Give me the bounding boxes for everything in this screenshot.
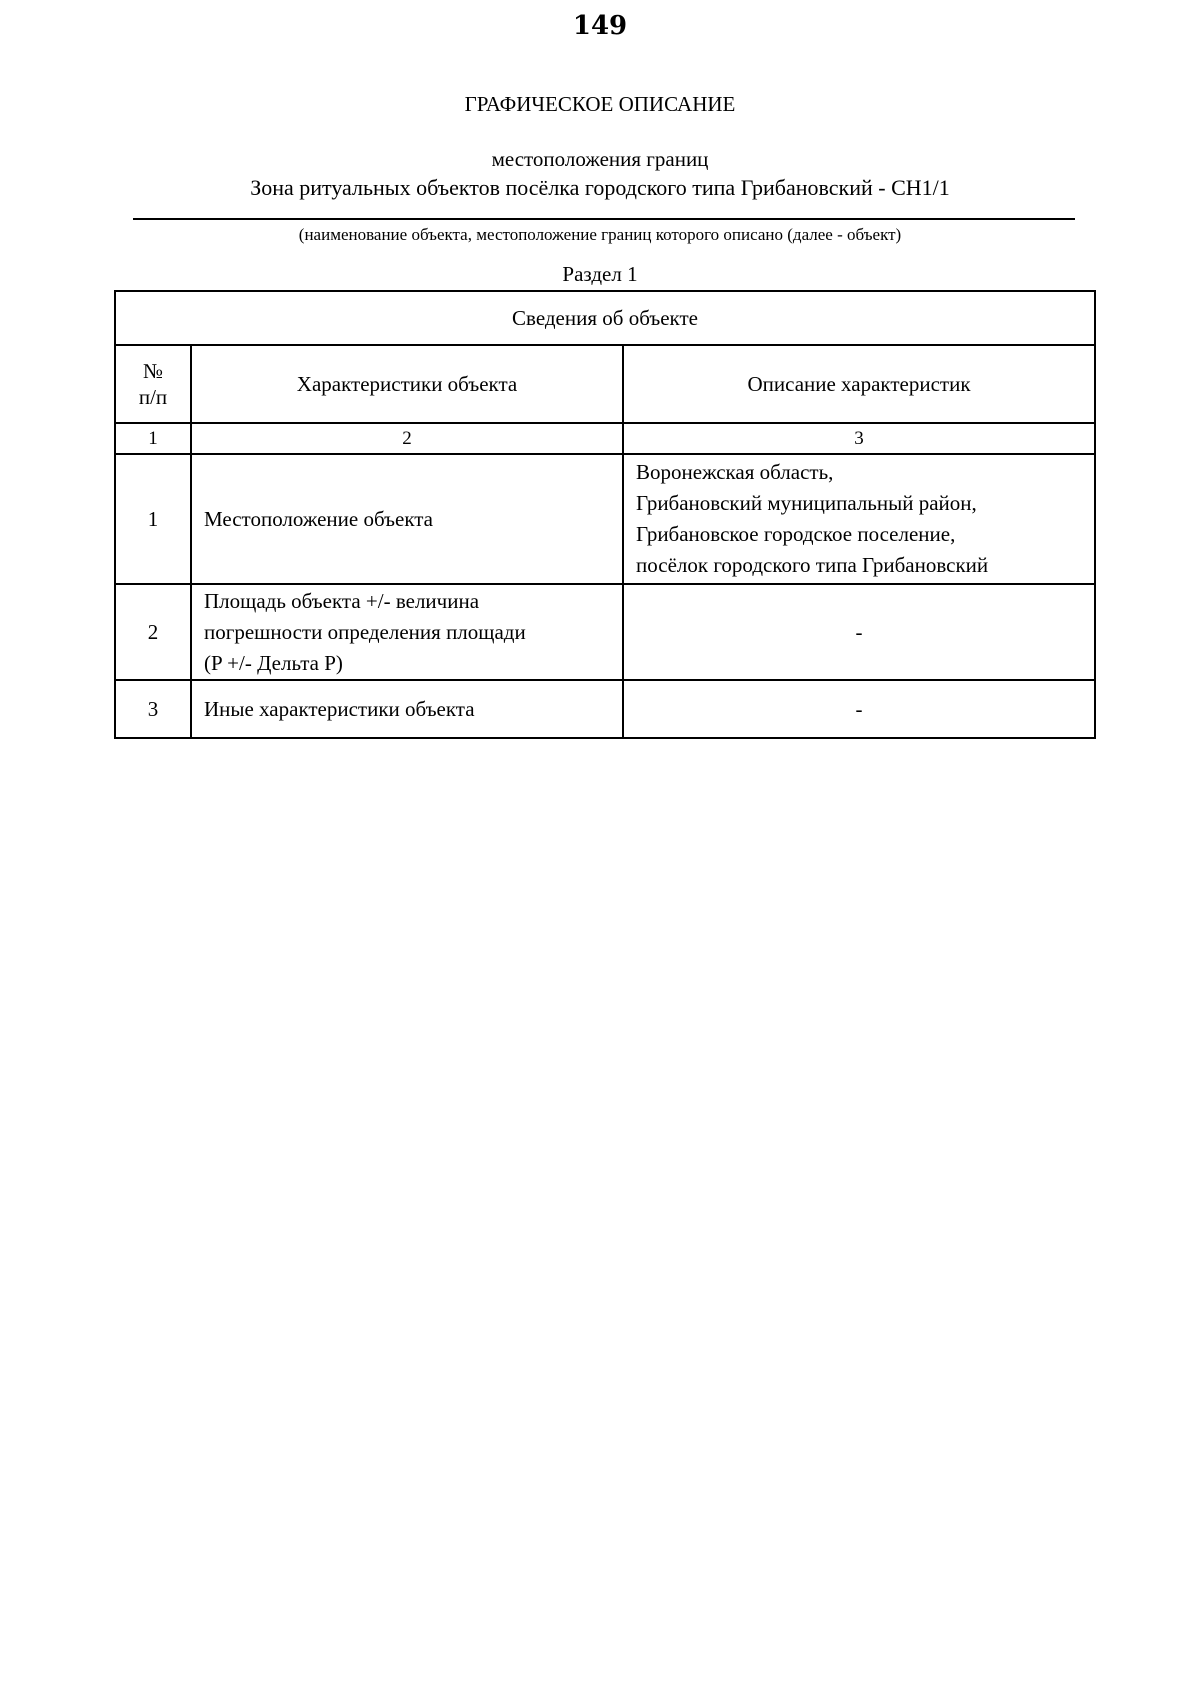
- column-number-2: 2: [191, 423, 623, 454]
- row-description: [623, 454, 1095, 584]
- row-characteristic: [191, 584, 623, 680]
- row-description: -: [623, 680, 1095, 738]
- characteristic-line: (P +/- Дельта P): [204, 650, 343, 675]
- row-description: -: [623, 584, 1095, 680]
- characteristic-line: погрешности определения площади: [204, 619, 526, 644]
- object-info-table: [114, 290, 1096, 739]
- row-number: 3: [115, 680, 191, 738]
- table-row: [115, 680, 1095, 738]
- page-number: 149: [572, 11, 628, 41]
- description-line: Грибановский муниципальный район,: [636, 491, 977, 515]
- description-line: посёлок городского типа Грибановский: [636, 553, 989, 577]
- column-header-number-abbr: п/п: [138, 385, 168, 409]
- row-number: 2: [115, 584, 191, 680]
- row-characteristic: Иные характеристики объекта: [191, 680, 623, 738]
- description-line: Воронежская область,: [636, 460, 834, 484]
- column-header-characteristics: Характеристики объекта: [191, 345, 623, 423]
- table-header: Сведения об объекте: [115, 291, 1095, 345]
- column-header-number: [115, 345, 191, 423]
- column-number-1: 1: [115, 423, 191, 454]
- row-characteristic: Местоположение объекта: [191, 454, 623, 584]
- underline-rule: [133, 218, 1075, 220]
- subtitle-line-1: местоположения границ: [491, 147, 709, 171]
- document-title: ГРАФИЧЕСКОЕ ОПИСАНИЕ: [464, 92, 736, 116]
- object-name: Зона ритуальных объектов посёлка городского типа Грибановский - СН1/1: [250, 175, 950, 200]
- table-row: [115, 454, 1095, 584]
- column-header-number-symbol: №: [142, 359, 164, 383]
- row-number: 1: [115, 454, 191, 584]
- table-row: [115, 584, 1095, 680]
- section-title: Раздел 1: [562, 262, 638, 286]
- column-header-description: Описание характеристик: [623, 345, 1095, 423]
- characteristic-line: Площадь объекта +/- величина: [204, 588, 480, 613]
- column-number-3: 3: [623, 423, 1095, 454]
- object-name-caption: (наименование объекта, местоположение границ которого описано (далее - объект): [298, 225, 902, 244]
- description-line: Грибановское городское поселение,: [636, 522, 956, 546]
